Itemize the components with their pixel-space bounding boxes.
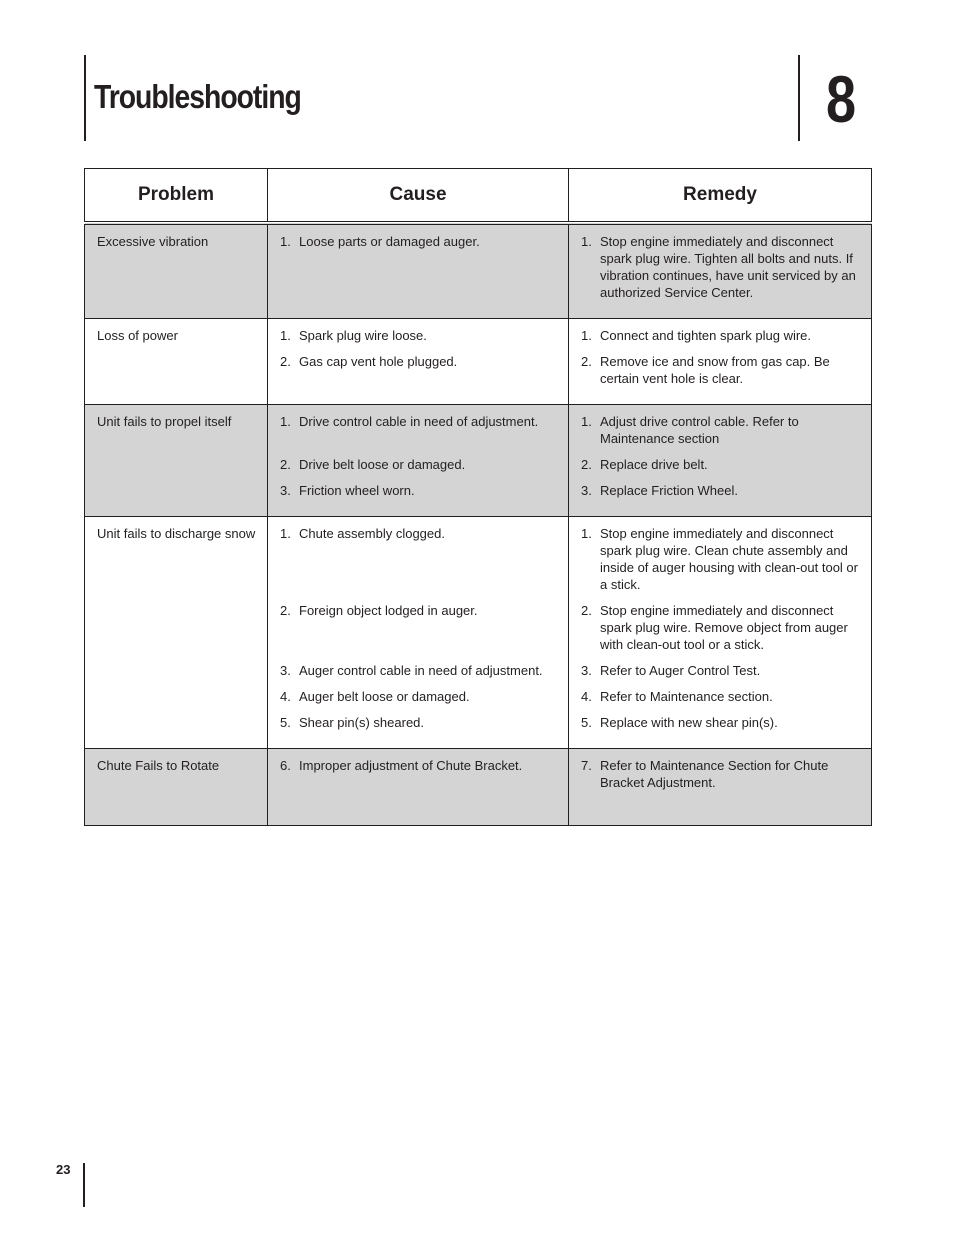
spacer <box>280 628 558 662</box>
list-item <box>581 413 861 447</box>
list-item <box>581 757 861 791</box>
list-item <box>280 233 558 250</box>
header-remedy: Remedy <box>569 169 872 224</box>
page-title: Troubleshooting <box>94 78 301 115</box>
list-item <box>280 662 558 679</box>
item-text: Replace drive belt. <box>600 457 708 472</box>
title-rule <box>84 55 86 141</box>
item-text: Loose parts or damaged auger. <box>299 234 480 249</box>
list-item <box>581 714 861 731</box>
page-number: 23 <box>56 1162 71 1177</box>
item-number: 2. <box>280 457 291 472</box>
item-text: Replace with new shear pin(s). <box>600 715 778 730</box>
item-text: Auger control cable in need of adjustment. <box>299 663 543 678</box>
item-text: Remove ice and snow from gas cap. Be certain vent hole is clear. <box>600 354 830 386</box>
item-text: Connect and tighten spark plug wire. <box>600 328 812 343</box>
item-number: 3. <box>280 663 291 678</box>
list-item <box>280 327 558 344</box>
item-text: Refer to Auger Control Test. <box>600 663 761 678</box>
list-item <box>581 688 861 705</box>
item-text: Stop engine immediately and disconnect spark plug wire. Remove object from auger with clean-out tool or a stick. <box>600 603 848 652</box>
spacer <box>280 439 558 456</box>
item-text: Auger belt loose or damaged. <box>299 689 470 704</box>
item-text: Improper adjustment of Chute Bracket. <box>299 758 523 773</box>
item-number: 5. <box>581 715 592 730</box>
list-item <box>280 456 558 473</box>
page-number-rule <box>83 1163 85 1207</box>
list-item <box>280 714 558 731</box>
item-number: 1. <box>280 234 291 249</box>
item-number: 1. <box>581 328 592 343</box>
list-item <box>280 757 558 774</box>
item-number: 2. <box>280 603 291 618</box>
list-item <box>280 353 558 370</box>
troubleshooting-table <box>84 168 872 826</box>
item-text: Adjust drive control cable. Refer to Maintenance section <box>600 414 799 446</box>
item-number: 2. <box>581 603 592 618</box>
chapter-number: 8 <box>826 62 857 136</box>
header-cause: Cause <box>268 169 569 224</box>
list-item <box>581 602 861 653</box>
item-number: 3. <box>280 483 291 498</box>
item-text: Refer to Maintenance Section for Chute Bracket Adjustment. <box>600 758 829 790</box>
table-row <box>85 319 872 405</box>
remedy-cell <box>569 405 872 517</box>
problem-cell: Loss of power <box>85 319 268 405</box>
remedy-cell <box>569 319 872 405</box>
list-item <box>581 456 861 473</box>
item-number: 7. <box>581 758 592 773</box>
cause-cell <box>268 405 569 517</box>
item-number: 1. <box>581 526 592 541</box>
cause-cell <box>268 749 569 826</box>
item-number: 2. <box>581 354 592 369</box>
table-row <box>85 749 872 826</box>
item-number: 3. <box>581 663 592 678</box>
list-item <box>581 327 861 344</box>
list-item <box>581 233 861 301</box>
item-text: Stop engine immediately and disconnect spark plug wire. Clean chute assembly and inside of auger housing with clean-out tool or a stick. <box>600 526 858 592</box>
item-text: Replace Friction Wheel. <box>600 483 738 498</box>
problem-cell: Unit fails to discharge snow <box>85 517 268 749</box>
item-number: 3. <box>581 483 592 498</box>
problem-cell: Chute Fails to Rotate <box>85 749 268 826</box>
item-number: 1. <box>280 328 291 343</box>
spacer <box>280 551 558 602</box>
cause-cell <box>268 517 569 749</box>
cause-cell <box>268 223 569 319</box>
table-header-row <box>85 169 872 224</box>
list-item <box>581 353 861 387</box>
item-text: Drive belt loose or damaged. <box>299 457 466 472</box>
list-item <box>280 602 558 619</box>
list-item <box>280 688 558 705</box>
list-item <box>581 482 861 499</box>
remedy-cell <box>569 749 872 826</box>
item-text: Chute assembly clogged. <box>299 526 445 541</box>
item-number: 5. <box>280 715 291 730</box>
table-row <box>85 517 872 749</box>
item-number: 1. <box>581 234 592 249</box>
item-text: Shear pin(s) sheared. <box>299 715 425 730</box>
item-text: Gas cap vent hole plugged. <box>299 354 458 369</box>
item-text: Spark plug wire loose. <box>299 328 427 343</box>
table-row <box>85 223 872 319</box>
problem-cell: Excessive vibration <box>85 223 268 319</box>
header-problem: Problem <box>85 169 268 224</box>
item-number: 1. <box>581 414 592 429</box>
cause-cell <box>268 319 569 405</box>
list-item <box>581 662 861 679</box>
remedy-cell <box>569 517 872 749</box>
item-number: 1. <box>280 414 291 429</box>
item-number: 4. <box>581 689 592 704</box>
list-item <box>280 525 558 542</box>
item-text: Drive control cable in need of adjustment. <box>299 414 539 429</box>
item-text: Foreign object lodged in auger. <box>299 603 478 618</box>
item-number: 2. <box>581 457 592 472</box>
chapter-rule <box>798 55 800 141</box>
problem-cell: Unit fails to propel itself <box>85 405 268 517</box>
list-item <box>581 525 861 593</box>
item-text: Friction wheel worn. <box>299 483 415 498</box>
list-item <box>280 482 558 499</box>
table-row <box>85 405 872 517</box>
item-text: Stop engine immediately and disconnect spark plug wire. Tighten all bolts and nuts. If vibration continues, have unit serviced by an authorized Service Center. <box>600 234 856 300</box>
item-number: 1. <box>280 526 291 541</box>
remedy-cell <box>569 223 872 319</box>
item-number: 4. <box>280 689 291 704</box>
list-item <box>280 413 558 430</box>
item-number: 2. <box>280 354 291 369</box>
item-text: Refer to Maintenance section. <box>600 689 773 704</box>
item-number: 6. <box>280 758 291 773</box>
